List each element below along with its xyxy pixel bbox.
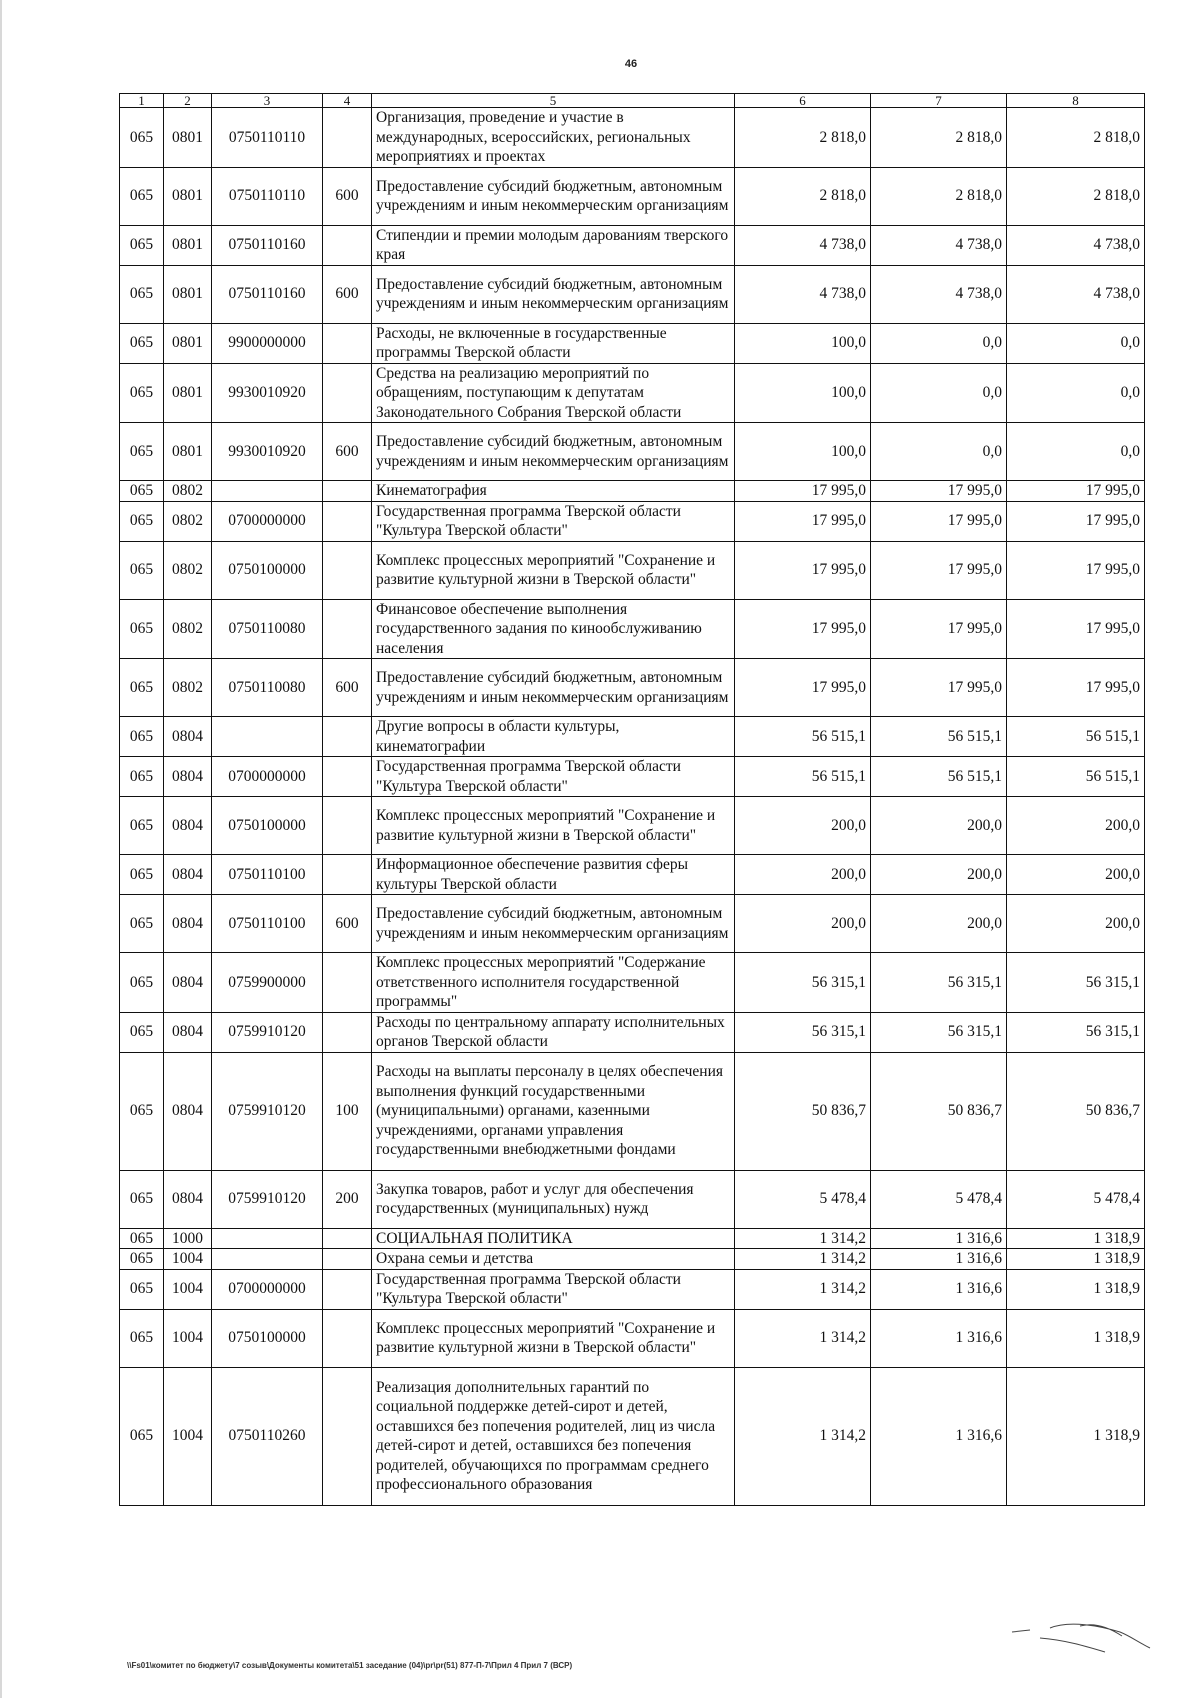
cell-amount-year2: 56 315,1	[871, 1012, 1007, 1052]
cell-target-article: 0700000000	[212, 757, 323, 797]
cell-target-article: 0700000000	[212, 501, 323, 541]
cell-section-code: 0802	[164, 599, 212, 659]
cell-target-article: 0750110160	[212, 265, 323, 323]
cell-amount-year2: 200,0	[871, 895, 1007, 953]
cell-section-code: 1004	[164, 1367, 212, 1505]
table-row	[120, 363, 1145, 423]
cell-target-article: 0750110100	[212, 895, 323, 953]
cell-amount-year2: 56 515,1	[871, 757, 1007, 797]
column-header: 4	[323, 94, 372, 108]
cell-expense-type	[323, 1367, 372, 1505]
cell-expense-type	[323, 1228, 372, 1249]
table-row	[120, 855, 1145, 895]
cell-amount-year3: 17 995,0	[1007, 659, 1145, 717]
cell-amount-year1: 1 314,2	[735, 1269, 871, 1309]
cell-amount-year1: 56 515,1	[735, 717, 871, 757]
cell-amount-year1: 100,0	[735, 423, 871, 481]
cell-amount-year3: 0,0	[1007, 323, 1145, 363]
cell-section-code: 0801	[164, 323, 212, 363]
cell-section-code: 0801	[164, 265, 212, 323]
table-row	[120, 797, 1145, 855]
cell-amount-year3: 17 995,0	[1007, 501, 1145, 541]
cell-amount-year1: 56 315,1	[735, 953, 871, 1013]
cell-target-article: 9900000000	[212, 323, 323, 363]
cell-ministry-code: 065	[120, 225, 164, 265]
cell-target-article: 0750100000	[212, 797, 323, 855]
cell-ministry-code: 065	[120, 541, 164, 599]
cell-target-article: 0759900000	[212, 953, 323, 1013]
column-header: 3	[212, 94, 323, 108]
cell-ministry-code: 065	[120, 717, 164, 757]
cell-section-code: 0801	[164, 363, 212, 423]
cell-section-code: 0802	[164, 541, 212, 599]
column-header: 8	[1007, 94, 1145, 108]
cell-ministry-code: 065	[120, 855, 164, 895]
table-row	[120, 265, 1145, 323]
cell-description: Комплекс процессных мероприятий "Сохранение и развитие культурной жизни в Тверской области"	[372, 541, 735, 599]
table-row	[120, 541, 1145, 599]
cell-amount-year1: 1 314,2	[735, 1309, 871, 1367]
cell-amount-year3: 200,0	[1007, 855, 1145, 895]
cell-expense-type	[323, 757, 372, 797]
cell-ministry-code: 065	[120, 895, 164, 953]
cell-description: СОЦИАЛЬНАЯ ПОЛИТИКА	[372, 1228, 735, 1249]
cell-expense-type	[323, 225, 372, 265]
cell-amount-year3: 4 738,0	[1007, 265, 1145, 323]
handwritten-mark	[1010, 1618, 1160, 1658]
cell-target-article: 0759910120	[212, 1012, 323, 1052]
cell-section-code: 0804	[164, 1012, 212, 1052]
cell-description: Охрана семьи и детства	[372, 1249, 735, 1270]
cell-target-article: 9930010920	[212, 363, 323, 423]
cell-amount-year3: 56 315,1	[1007, 1012, 1145, 1052]
table-row	[120, 895, 1145, 953]
cell-expense-type	[323, 1012, 372, 1052]
cell-ministry-code: 065	[120, 1269, 164, 1309]
cell-amount-year2: 1 316,6	[871, 1249, 1007, 1270]
cell-target-article: 0750110100	[212, 855, 323, 895]
cell-expense-type: 100	[323, 1052, 372, 1170]
cell-section-code: 0802	[164, 481, 212, 502]
cell-target-article: 0750100000	[212, 541, 323, 599]
table-row	[120, 717, 1145, 757]
cell-target-article: 9930010920	[212, 423, 323, 481]
cell-amount-year2: 0,0	[871, 423, 1007, 481]
cell-amount-year1: 17 995,0	[735, 541, 871, 599]
cell-expense-type: 200	[323, 1170, 372, 1228]
cell-target-article: 0750110080	[212, 599, 323, 659]
cell-amount-year2: 17 995,0	[871, 541, 1007, 599]
cell-target-article: 0750110110	[212, 167, 323, 225]
cell-expense-type	[323, 599, 372, 659]
column-header: 6	[735, 94, 871, 108]
column-header: 1	[120, 94, 164, 108]
cell-amount-year3: 2 818,0	[1007, 167, 1145, 225]
cell-description: Организация, проведение и участие в международных, всероссийских, региональных мероприятиях и проектах	[372, 108, 735, 168]
cell-target-article	[212, 717, 323, 757]
cell-amount-year1: 2 818,0	[735, 108, 871, 168]
table-row	[120, 423, 1145, 481]
cell-target-article: 0750110160	[212, 225, 323, 265]
cell-section-code: 0804	[164, 1052, 212, 1170]
cell-description: Предоставление субсидий бюджетным, автономным учреждениям и иным некоммерческим организациям	[372, 265, 735, 323]
cell-target-article: 0750100000	[212, 1309, 323, 1367]
cell-amount-year3: 0,0	[1007, 363, 1145, 423]
cell-description: Расходы по центральному аппарату исполнительных органов Тверской области	[372, 1012, 735, 1052]
cell-ministry-code: 065	[120, 265, 164, 323]
cell-ministry-code: 065	[120, 1228, 164, 1249]
cell-ministry-code: 065	[120, 1309, 164, 1367]
cell-section-code: 0801	[164, 167, 212, 225]
cell-description: Расходы на выплаты персоналу в целях обеспечения выполнения функций государственными (муниципальными) органами, казенными учреждениями, органами управления государственными внебюджетными фондами	[372, 1052, 735, 1170]
cell-description: Предоставление субсидий бюджетным, автономным учреждениям и иным некоммерческим организациям	[372, 895, 735, 953]
cell-ministry-code: 065	[120, 323, 164, 363]
cell-section-code: 0804	[164, 1170, 212, 1228]
table-row	[120, 1309, 1145, 1367]
cell-amount-year2: 0,0	[871, 323, 1007, 363]
cell-section-code: 0802	[164, 501, 212, 541]
cell-amount-year1: 1 314,2	[735, 1249, 871, 1270]
cell-amount-year2: 17 995,0	[871, 501, 1007, 541]
column-header: 5	[372, 94, 735, 108]
table-row	[120, 953, 1145, 1013]
cell-amount-year3: 4 738,0	[1007, 225, 1145, 265]
cell-target-article	[212, 1228, 323, 1249]
cell-expense-type	[323, 717, 372, 757]
cell-ministry-code: 065	[120, 1170, 164, 1228]
cell-amount-year1: 200,0	[735, 797, 871, 855]
cell-description: Государственная программа Тверской области "Культура Тверской области"	[372, 757, 735, 797]
table-row	[120, 501, 1145, 541]
cell-amount-year2: 5 478,4	[871, 1170, 1007, 1228]
cell-amount-year1: 17 995,0	[735, 481, 871, 502]
cell-description: Предоставление субсидий бюджетным, автономным учреждениям и иным некоммерческим организациям	[372, 659, 735, 717]
cell-ministry-code: 065	[120, 953, 164, 1013]
cell-amount-year2: 56 315,1	[871, 953, 1007, 1013]
cell-section-code: 0804	[164, 717, 212, 757]
cell-target-article	[212, 481, 323, 502]
cell-amount-year3: 17 995,0	[1007, 599, 1145, 659]
cell-amount-year2: 56 515,1	[871, 717, 1007, 757]
cell-amount-year3: 2 818,0	[1007, 108, 1145, 168]
cell-expense-type	[323, 541, 372, 599]
cell-ministry-code: 065	[120, 501, 164, 541]
table-row	[120, 225, 1145, 265]
table-row	[120, 1367, 1145, 1505]
cell-section-code: 1004	[164, 1249, 212, 1270]
cell-amount-year1: 200,0	[735, 895, 871, 953]
cell-section-code: 0804	[164, 855, 212, 895]
cell-amount-year3: 56 515,1	[1007, 717, 1145, 757]
column-header: 2	[164, 94, 212, 108]
cell-target-article: 0750110110	[212, 108, 323, 168]
cell-amount-year3: 200,0	[1007, 797, 1145, 855]
table-row	[120, 1249, 1145, 1270]
cell-description: Кинематография	[372, 481, 735, 502]
cell-description: Информационное обеспечение развития сферы культуры Тверской области	[372, 855, 735, 895]
table-row	[120, 659, 1145, 717]
cell-section-code: 0804	[164, 953, 212, 1013]
cell-description: Финансовое обеспечение выполнения государственного задания по кинообслуживанию населения	[372, 599, 735, 659]
table-row	[120, 108, 1145, 168]
scan-edge	[0, 0, 2, 1698]
cell-ministry-code: 065	[120, 1012, 164, 1052]
cell-amount-year2: 1 316,6	[871, 1367, 1007, 1505]
cell-section-code: 0801	[164, 225, 212, 265]
cell-amount-year3: 56 315,1	[1007, 953, 1145, 1013]
cell-amount-year1: 17 995,0	[735, 501, 871, 541]
cell-ministry-code: 065	[120, 1249, 164, 1270]
cell-description: Государственная программа Тверской области "Культура Тверской области"	[372, 1269, 735, 1309]
cell-expense-type	[323, 797, 372, 855]
cell-amount-year2: 17 995,0	[871, 659, 1007, 717]
cell-expense-type	[323, 1269, 372, 1309]
cell-ministry-code: 065	[120, 108, 164, 168]
cell-ministry-code: 065	[120, 1052, 164, 1170]
cell-amount-year2: 200,0	[871, 797, 1007, 855]
cell-ministry-code: 065	[120, 481, 164, 502]
cell-amount-year2: 2 818,0	[871, 167, 1007, 225]
cell-expense-type	[323, 1249, 372, 1270]
cell-amount-year2: 1 316,6	[871, 1309, 1007, 1367]
cell-amount-year1: 4 738,0	[735, 265, 871, 323]
cell-amount-year3: 1 318,9	[1007, 1309, 1145, 1367]
table-row	[120, 757, 1145, 797]
cell-amount-year2: 1 316,6	[871, 1228, 1007, 1249]
cell-amount-year2: 1 316,6	[871, 1269, 1007, 1309]
cell-expense-type	[323, 501, 372, 541]
cell-amount-year1: 5 478,4	[735, 1170, 871, 1228]
cell-amount-year2: 0,0	[871, 363, 1007, 423]
cell-description: Стипендии и премии молодым дарованиям тверского края	[372, 225, 735, 265]
cell-amount-year2: 2 818,0	[871, 108, 1007, 168]
cell-expense-type: 600	[323, 659, 372, 717]
cell-description: Средства на реализацию мероприятий по обращениям, поступающим к депутатам Законодательного Собрания Тверской области	[372, 363, 735, 423]
table-row	[120, 1228, 1145, 1249]
cell-expense-type	[323, 855, 372, 895]
cell-description: Закупка товаров, работ и услуг для обеспечения государственных (муниципальных) нужд	[372, 1170, 735, 1228]
cell-amount-year2: 17 995,0	[871, 599, 1007, 659]
table-row	[120, 481, 1145, 502]
cell-amount-year3: 1 318,9	[1007, 1367, 1145, 1505]
table-row	[120, 323, 1145, 363]
cell-expense-type: 600	[323, 423, 372, 481]
cell-amount-year1: 1 314,2	[735, 1367, 871, 1505]
cell-target-article: 0750110260	[212, 1367, 323, 1505]
cell-expense-type: 600	[323, 895, 372, 953]
cell-expense-type	[323, 953, 372, 1013]
cell-description: Расходы, не включенные в государственные программы Тверской области	[372, 323, 735, 363]
cell-amount-year1: 200,0	[735, 855, 871, 895]
cell-amount-year2: 4 738,0	[871, 265, 1007, 323]
cell-amount-year3: 56 515,1	[1007, 757, 1145, 797]
cell-ministry-code: 065	[120, 1367, 164, 1505]
cell-expense-type	[323, 481, 372, 502]
cell-section-code: 1004	[164, 1269, 212, 1309]
cell-amount-year3: 17 995,0	[1007, 481, 1145, 502]
cell-amount-year3: 50 836,7	[1007, 1052, 1145, 1170]
cell-amount-year1: 56 515,1	[735, 757, 871, 797]
table-row	[120, 1170, 1145, 1228]
cell-ministry-code: 065	[120, 363, 164, 423]
cell-amount-year3: 17 995,0	[1007, 541, 1145, 599]
cell-target-article	[212, 1249, 323, 1270]
cell-description: Другие вопросы в области культуры, кинематографии	[372, 717, 735, 757]
cell-section-code: 0804	[164, 757, 212, 797]
cell-target-article: 0750110080	[212, 659, 323, 717]
cell-amount-year1: 56 315,1	[735, 1012, 871, 1052]
cell-amount-year1: 100,0	[735, 363, 871, 423]
table-row	[120, 167, 1145, 225]
table-row	[120, 599, 1145, 659]
page-number: 46	[624, 58, 638, 70]
cell-amount-year1: 100,0	[735, 323, 871, 363]
cell-amount-year3: 1 318,9	[1007, 1249, 1145, 1270]
cell-ministry-code: 065	[120, 757, 164, 797]
footer-file-path: \\Fs01\комитет по бюджету\7 созыв\Документы комитета\51 заседание (04)\pr\pr(51) 877-П-7\Прил 4 Прил 7 (ВСР)	[127, 1661, 573, 1670]
cell-section-code: 1000	[164, 1228, 212, 1249]
cell-description: Комплекс процессных мероприятий "Сохранение и развитие культурной жизни в Тверской области"	[372, 1309, 735, 1367]
budget-table	[119, 93, 1145, 1506]
cell-expense-type	[323, 323, 372, 363]
cell-expense-type: 600	[323, 265, 372, 323]
cell-target-article: 0759910120	[212, 1170, 323, 1228]
cell-amount-year1: 1 314,2	[735, 1228, 871, 1249]
table-row	[120, 1052, 1145, 1170]
cell-expense-type: 600	[323, 167, 372, 225]
table-row	[120, 1269, 1145, 1309]
column-header: 7	[871, 94, 1007, 108]
cell-amount-year2: 4 738,0	[871, 225, 1007, 265]
cell-amount-year1: 4 738,0	[735, 225, 871, 265]
cell-section-code: 1004	[164, 1309, 212, 1367]
cell-description: Реализация дополнительных гарантий по социальной поддержке детей-сирот и детей, оставшихся без попечения родителей, лиц из числа детей-сирот и детей, оставшихся без попечения родителей, обучающихся по программам среднего профессионального образования	[372, 1367, 735, 1505]
cell-section-code: 0801	[164, 423, 212, 481]
cell-description: Комплекс процессных мероприятий "Содержание ответственного исполнителя государственной программы"	[372, 953, 735, 1013]
cell-amount-year3: 1 318,9	[1007, 1228, 1145, 1249]
cell-amount-year2: 200,0	[871, 855, 1007, 895]
cell-section-code: 0801	[164, 108, 212, 168]
cell-ministry-code: 065	[120, 659, 164, 717]
cell-target-article: 0759910120	[212, 1052, 323, 1170]
cell-target-article: 0700000000	[212, 1269, 323, 1309]
column-header-row	[120, 94, 1145, 108]
cell-description: Предоставление субсидий бюджетным, автономным учреждениям и иным некоммерческим организациям	[372, 167, 735, 225]
cell-description: Комплекс процессных мероприятий "Сохранение и развитие культурной жизни в Тверской области"	[372, 797, 735, 855]
cell-ministry-code: 065	[120, 797, 164, 855]
cell-expense-type	[323, 108, 372, 168]
cell-amount-year2: 50 836,7	[871, 1052, 1007, 1170]
cell-amount-year3: 5 478,4	[1007, 1170, 1145, 1228]
cell-section-code: 0802	[164, 659, 212, 717]
cell-section-code: 0804	[164, 895, 212, 953]
table-row	[120, 1012, 1145, 1052]
cell-amount-year1: 17 995,0	[735, 659, 871, 717]
cell-amount-year3: 1 318,9	[1007, 1269, 1145, 1309]
cell-amount-year3: 0,0	[1007, 423, 1145, 481]
cell-ministry-code: 065	[120, 599, 164, 659]
cell-description: Предоставление субсидий бюджетным, автономным учреждениям и иным некоммерческим организациям	[372, 423, 735, 481]
cell-amount-year3: 200,0	[1007, 895, 1145, 953]
cell-section-code: 0804	[164, 797, 212, 855]
cell-expense-type	[323, 363, 372, 423]
cell-expense-type	[323, 1309, 372, 1367]
cell-ministry-code: 065	[120, 167, 164, 225]
cell-description: Государственная программа Тверской области "Культура Тверской области"	[372, 501, 735, 541]
cell-amount-year1: 50 836,7	[735, 1052, 871, 1170]
cell-amount-year2: 17 995,0	[871, 481, 1007, 502]
cell-ministry-code: 065	[120, 423, 164, 481]
cell-amount-year1: 2 818,0	[735, 167, 871, 225]
cell-amount-year1: 17 995,0	[735, 599, 871, 659]
